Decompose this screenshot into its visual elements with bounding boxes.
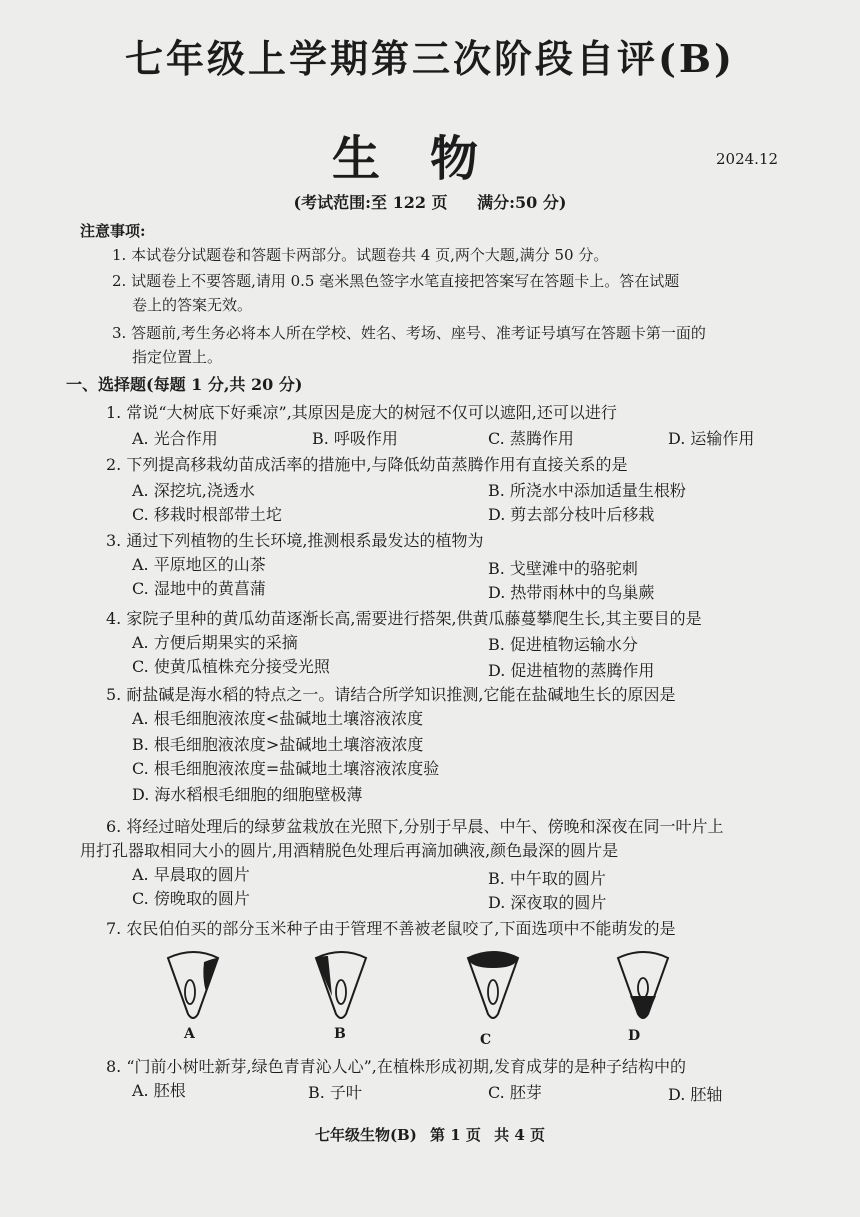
question-stem: 4. 家院子里种的黄瓜幼苗逐渐长高,需要进行搭架,供黄瓜藤蔓攀爬生长,其主要目的是	[106, 609, 702, 628]
option: A. 深挖坑,浇透水	[132, 481, 255, 500]
footer-subject: 七年级生物(B)	[314, 1126, 417, 1144]
seed-b-figure	[316, 952, 366, 1018]
notes-heading: 注意事项:	[80, 222, 146, 240]
option: C. 傍晚取的圆片	[132, 889, 250, 908]
note-item: 1. 本试卷分试题卷和答题卡两部分。试题卷共 4 页,两个大题,满分 50 分。	[112, 246, 609, 264]
scope-score: 满分:50 分)	[477, 193, 567, 212]
seed-c-figure	[468, 952, 518, 1018]
option: B. 戈壁滩中的骆驼刺	[488, 559, 638, 578]
option: B. 促进植物运输水分	[488, 635, 638, 654]
question-stem: 5. 耐盐碱是海水稻的特点之一。请结合所学知识推测,它能在盐碱地生长的原因是	[106, 685, 676, 704]
option: C. 湿地中的黄菖蒲	[132, 579, 266, 598]
option: C. 使黄瓜植株充分接受光照	[132, 657, 330, 676]
option: B. 子叶	[308, 1083, 362, 1102]
option: A. 方便后期果实的采摘	[132, 633, 298, 652]
option: D. 运输作用	[668, 429, 755, 448]
seed-diagram	[160, 948, 680, 1028]
exam-date: 2024.12	[716, 150, 779, 168]
seed-label-d: D	[628, 1028, 641, 1044]
footer-total: 共 4 页	[494, 1126, 546, 1144]
note-item: 3. 答题前,考生务必将本人所在学校、姓名、考场、座号、准考证号填写在答题卡第一面的	[112, 324, 706, 342]
option: B. 中午取的圆片	[488, 869, 606, 888]
option: B. 呼吸作用	[312, 429, 398, 448]
seed-label-b: B	[334, 1026, 346, 1042]
question-stem: 2. 下列提高移栽幼苗成活率的措施中,与降低幼苗蒸腾作用有直接关系的是	[106, 455, 628, 474]
option: D. 胚轴	[668, 1085, 723, 1104]
question-stem: 8. “门前小树吐新芽,绿色青青沁人心”,在植株形成初期,发育成芽的是种子结构中的	[106, 1057, 686, 1076]
option: D. 深夜取的圆片	[488, 893, 607, 912]
scope-range: (考试范围:至 122 页	[293, 193, 448, 212]
option: A. 光合作用	[132, 429, 218, 448]
option: D. 热带雨林中的鸟巢蕨	[488, 583, 655, 602]
option: C. 胚芽	[488, 1083, 542, 1102]
option: A. 早晨取的圆片	[132, 865, 250, 884]
question-stem: 7. 农民伯伯买的部分玉米种子由于管理不善被老鼠咬了,下面选项中不能萌发的是	[106, 919, 676, 938]
option: A. 根毛细胞液浓度<盐碱地土壤溶液浓度	[132, 709, 424, 728]
option: D. 海水稻根毛细胞的细胞壁极薄	[132, 785, 363, 804]
subject-title: 生物	[331, 131, 528, 187]
note-item-cont: 卷上的答案无效。	[132, 296, 253, 314]
page-footer	[0, 1124, 860, 1145]
option: C. 移栽时根部带土坨	[132, 505, 282, 524]
option: D. 剪去部分枝叶后移栽	[488, 505, 655, 524]
question-stem: 1. 常说“大树底下好乘凉”,其原因是庞大的树冠不仅可以遮阳,还可以进行	[106, 403, 617, 422]
seed-label-a: A	[184, 1026, 195, 1042]
seed-label-c: C	[480, 1032, 492, 1048]
option: C. 根毛细胞液浓度=盐碱地土壤溶液浓度验	[132, 759, 440, 778]
seed-a-figure	[168, 952, 218, 1018]
note-item: 2. 试题卷上不要答题,请用 0.5 毫米黑色签字水笔直接把答案写在答题卡上。答在试题	[112, 272, 680, 290]
seed-d-figure	[618, 952, 668, 1018]
question-stem: 3. 通过下列植物的生长环境,推测根系最发达的植物为	[106, 531, 484, 550]
question-stem: 6. 将经过暗处理后的绿萝盆栽放在光照下,分别于早晨、中午、傍晚和深夜在同一叶片上	[106, 817, 724, 836]
question-stem-cont: 用打孔器取相同大小的圆片,用酒精脱色处理后再滴加碘液,颜色最深的圆片是	[80, 841, 619, 860]
exam-title: 七年级上学期第三次阶段自评(B)	[124, 36, 736, 81]
note-item-cont: 指定位置上。	[132, 348, 223, 366]
option: A. 平原地区的山茶	[132, 555, 266, 574]
option: D. 促进植物的蒸腾作用	[488, 661, 655, 680]
option: B. 根毛细胞液浓度>盐碱地土壤溶液浓度	[132, 735, 424, 754]
footer-page: 第 1 页	[430, 1126, 481, 1144]
option: C. 蒸腾作用	[488, 429, 574, 448]
option: B. 所浇水中添加适量生根粉	[488, 481, 686, 500]
option: A. 胚根	[132, 1081, 186, 1100]
exam-scope	[0, 190, 860, 213]
section-heading: 一、选择题(每题 1 分,共 20 分)	[66, 375, 303, 394]
